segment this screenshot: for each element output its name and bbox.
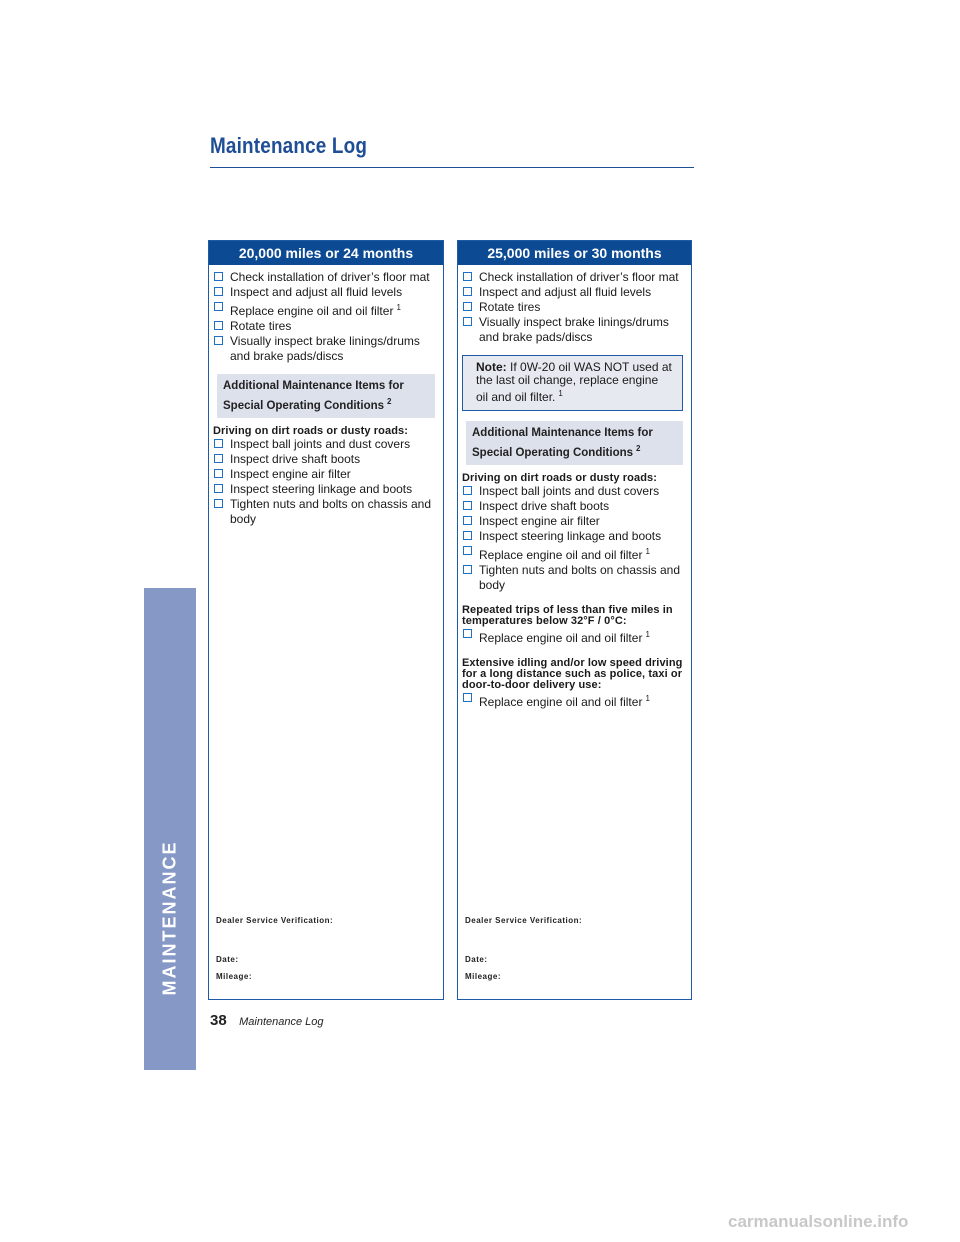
title-divider — [210, 167, 694, 168]
footnote-ref: 1 — [645, 629, 650, 639]
checklist-item — [213, 270, 439, 285]
footnote-ref: 1 — [645, 546, 650, 556]
item-text: Check installation of driver’s floor mat — [479, 270, 679, 284]
checklist-item — [213, 285, 439, 300]
item-text: Inspect steering linkage and boots — [230, 481, 413, 496]
item-text: Replace engine oil and oil filter — [479, 547, 643, 562]
checkbox-icon[interactable] — [214, 439, 223, 448]
checklist-item — [462, 315, 687, 345]
checklist-item — [213, 497, 439, 527]
item-text: Inspect engine air filter — [230, 466, 351, 481]
checklist-item — [462, 529, 687, 544]
item-text: Replace engine oil and oil filter — [479, 694, 643, 709]
additional-items-banner — [217, 374, 435, 418]
checklist — [462, 270, 687, 345]
checkbox-icon[interactable] — [463, 317, 472, 326]
condition-heading: Extensive idling and/or low speed driving for a long distance such as police, taxi or door-to-door delivery use: — [462, 656, 683, 691]
checklist-item — [462, 544, 687, 563]
mileage-label: Mileage: — [465, 972, 502, 981]
checklist-item — [462, 691, 687, 710]
condition-checklist — [462, 691, 687, 710]
additional-line1: Additional Maintenance Items for — [223, 380, 404, 392]
checklist-item — [462, 270, 687, 285]
dealer-verification-label: Dealer Service Verification: — [216, 916, 334, 925]
watermark: carmanualsonline.info — [728, 1212, 909, 1231]
item-text: Inspect ball joints and dust covers — [479, 483, 660, 498]
footnote-ref: 2 — [387, 397, 392, 406]
condition-heading: Driving on dirt roads or dusty roads: — [462, 471, 657, 484]
condition-checklist — [462, 627, 687, 646]
item-text: Replace engine oil and oil filter — [479, 630, 643, 645]
checklist — [213, 270, 439, 364]
item-text: Tighten nuts and bolts on chassis and body — [479, 562, 681, 592]
checklist-item — [462, 514, 687, 529]
checklist-item — [462, 484, 687, 499]
item-text: Inspect and adjust all fluid levels — [479, 285, 652, 299]
page-number: 38 — [210, 1012, 227, 1029]
checklist-item — [213, 467, 439, 482]
column-heading: 25,000 miles or 30 months — [458, 241, 691, 265]
checklist-item — [213, 482, 439, 497]
date-label: Date: — [465, 955, 488, 964]
checkbox-icon[interactable] — [463, 629, 472, 638]
checklist-item — [462, 563, 687, 593]
condition-groups — [462, 473, 687, 710]
checklist-item — [462, 499, 687, 514]
checkbox-icon[interactable] — [463, 693, 472, 702]
condition-checklist — [462, 484, 687, 593]
additional-line2: Special Operating Conditions — [472, 446, 634, 459]
oil-note — [462, 355, 683, 411]
item-text: Check installation of driver’s floor mat — [230, 270, 430, 284]
checklist-item — [213, 437, 439, 452]
item-text: Inspect ball joints and dust covers — [230, 436, 411, 451]
item-text: Rotate tires — [230, 319, 292, 333]
footer-label: Maintenance Log — [239, 1016, 324, 1028]
page-footer — [210, 1012, 324, 1030]
condition-heading: Repeated trips of less than five miles in temperatures below 32°F / 0°C: — [462, 603, 673, 627]
checkbox-icon[interactable] — [463, 272, 472, 281]
checklist-item — [462, 285, 687, 300]
checkbox-icon[interactable] — [463, 565, 472, 574]
checklist-item — [213, 319, 439, 334]
date-label: Date: — [216, 955, 239, 964]
checkbox-icon[interactable] — [214, 484, 223, 493]
checklist-item — [213, 300, 439, 319]
footnote-ref: 1 — [396, 303, 401, 312]
footnote-ref: 2 — [636, 444, 641, 453]
checkbox-icon[interactable] — [463, 516, 472, 525]
item-text: Visually inspect brake linings/drums and brake pads/discs — [479, 315, 669, 344]
checkbox-icon[interactable] — [463, 501, 472, 510]
mileage-label: Mileage: — [216, 972, 253, 981]
item-text: Inspect drive shaft boots — [479, 498, 610, 513]
item-text: Rotate tires — [479, 300, 541, 314]
checkbox-icon[interactable] — [463, 531, 472, 540]
checklist-item — [462, 300, 687, 315]
checkbox-icon[interactable] — [463, 486, 472, 495]
item-text: Tighten nuts and bolts on chassis and body — [230, 496, 432, 526]
condition-heading: Driving on dirt roads or dusty roads: — [213, 424, 408, 437]
item-text: Inspect drive shaft boots — [230, 451, 361, 466]
footnote-ref: 1 — [558, 389, 563, 398]
side-tab-label: MAINTENANCE — [159, 840, 180, 996]
condition-checklist — [213, 437, 439, 527]
checkbox-icon[interactable] — [214, 454, 223, 463]
checkbox-icon[interactable] — [463, 287, 472, 296]
checklist-item — [462, 627, 687, 646]
checkbox-icon[interactable] — [214, 287, 223, 296]
item-text: Inspect engine air filter — [479, 513, 600, 528]
column-heading: 20,000 miles or 24 months — [209, 241, 443, 265]
dealer-verification-label: Dealer Service Verification: — [465, 916, 583, 925]
checkbox-icon[interactable] — [214, 469, 223, 478]
footnote-ref: 1 — [645, 693, 650, 703]
item-text: Visually inspect brake linings/drums and brake pads/discs — [230, 334, 420, 363]
item-text: Inspect and adjust all fluid levels — [230, 285, 403, 299]
checklist-item — [213, 334, 439, 364]
checkbox-icon[interactable] — [463, 546, 472, 555]
log-column-20000 — [208, 240, 444, 1000]
checkbox-icon[interactable] — [214, 302, 223, 311]
page-title: Maintenance Log — [210, 133, 368, 158]
note-label: Note: — [476, 360, 507, 374]
checkbox-icon[interactable] — [214, 272, 223, 281]
checklist-item — [213, 452, 439, 467]
checkbox-icon[interactable] — [463, 302, 472, 311]
checkbox-icon[interactable] — [214, 336, 223, 345]
checkbox-icon[interactable] — [214, 321, 223, 330]
additional-line1: Additional Maintenance Items for — [472, 427, 653, 439]
log-column-25000 — [457, 240, 692, 1000]
checkbox-icon[interactable] — [214, 499, 223, 508]
item-text: Inspect steering linkage and boots — [479, 528, 662, 543]
additional-line2: Special Operating Conditions — [223, 399, 385, 412]
note-text: If 0W-20 oil WAS NOT used at the last oil change, replace engine oil and oil filter. — [476, 360, 672, 404]
section-side-tab — [144, 588, 196, 1070]
additional-items-banner — [466, 421, 683, 465]
item-text: Replace engine oil and oil filter — [230, 304, 394, 318]
